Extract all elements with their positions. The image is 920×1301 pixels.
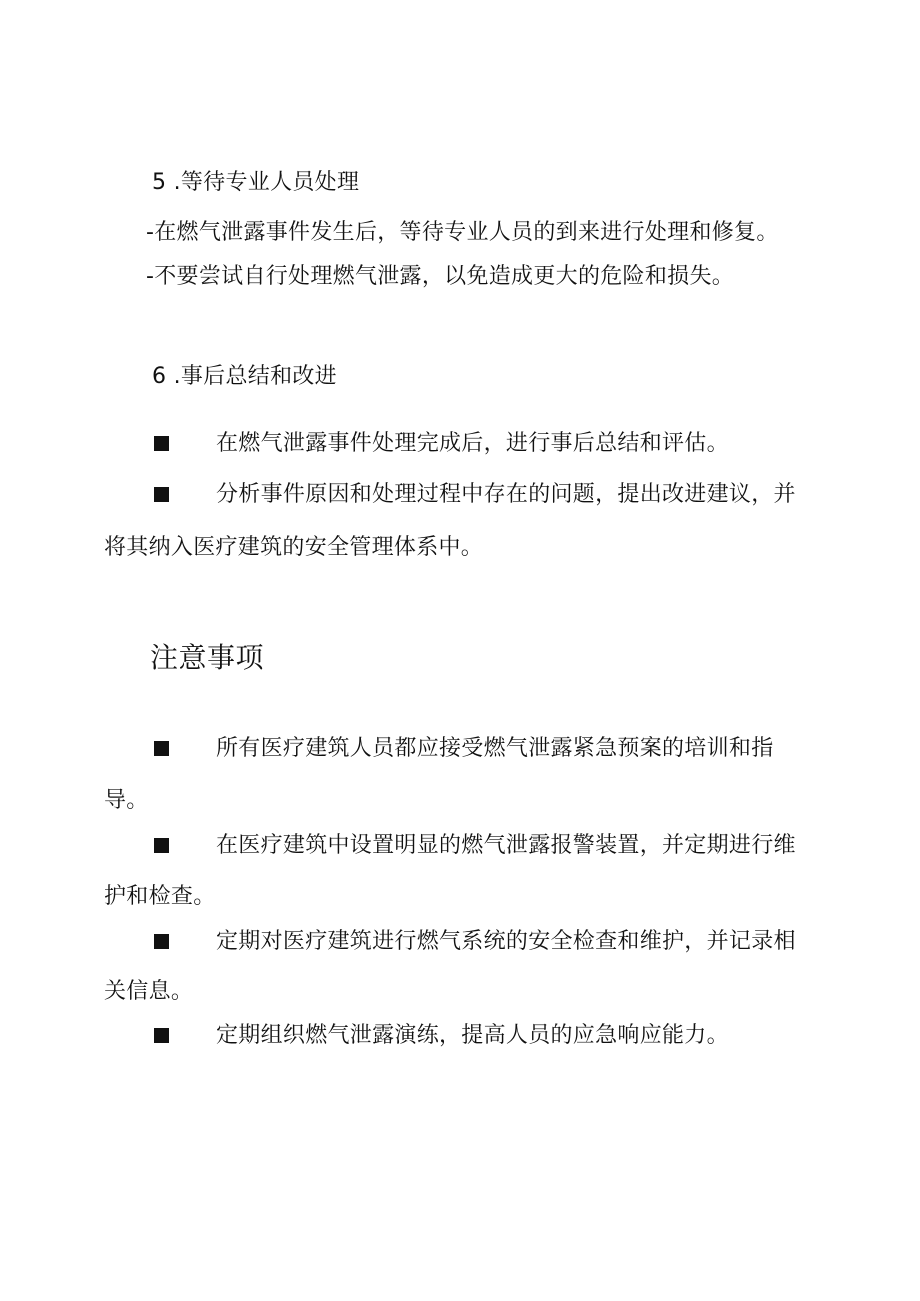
bullet-square-icon (154, 1028, 169, 1043)
section-6-bullet-1: 在燃气泄露事件处理完成后，进行事后总结和评估。 (216, 431, 729, 456)
section-6-bullet-2-continuation: 将其纳入医疗建筑的安全管理体系中。 (104, 535, 484, 560)
notes-bullet-3: 定期对医疗建筑进行燃气系统的安全检查和维护，并记录相 (216, 929, 796, 954)
bullet-square-icon (154, 838, 169, 853)
section-6-bullet-2: 分析事件原因和处理过程中存在的问题，提出改进建议，并 (216, 482, 796, 507)
notes-bullet-1: 所有医疗建筑人员都应接受燃气泄露紧急预案的培训和指 (216, 736, 774, 761)
section-5-title: 5 .等待专业人员处理 (152, 170, 360, 195)
notes-bullet-2-continuation: 护和检查。 (104, 884, 216, 909)
notes-heading: 注意事项 (150, 641, 265, 674)
bullet-square-icon (154, 487, 169, 502)
bullet-square-icon (154, 436, 169, 451)
notes-bullet-4: 定期组织燃气泄露演练，提高人员的应急响应能力。 (216, 1023, 729, 1048)
notes-bullet-1-continuation: 导。 (104, 788, 149, 813)
bullet-square-icon (154, 741, 169, 756)
section-6-title: 6 .事后总结和改进 (152, 364, 337, 389)
bullet-square-icon (154, 934, 169, 949)
section-5-item-2: -不要尝试自行处理燃气泄露，以免造成更大的危险和损失。 (146, 264, 735, 289)
notes-bullet-2: 在医疗建筑中设置明显的燃气泄露报警装置，并定期进行维 (216, 833, 796, 858)
notes-bullet-3-continuation: 关信息。 (104, 979, 194, 1004)
section-5-item-1: -在燃气泄露事件发生后，等待专业人员的到来进行处理和修复。 (146, 220, 779, 245)
